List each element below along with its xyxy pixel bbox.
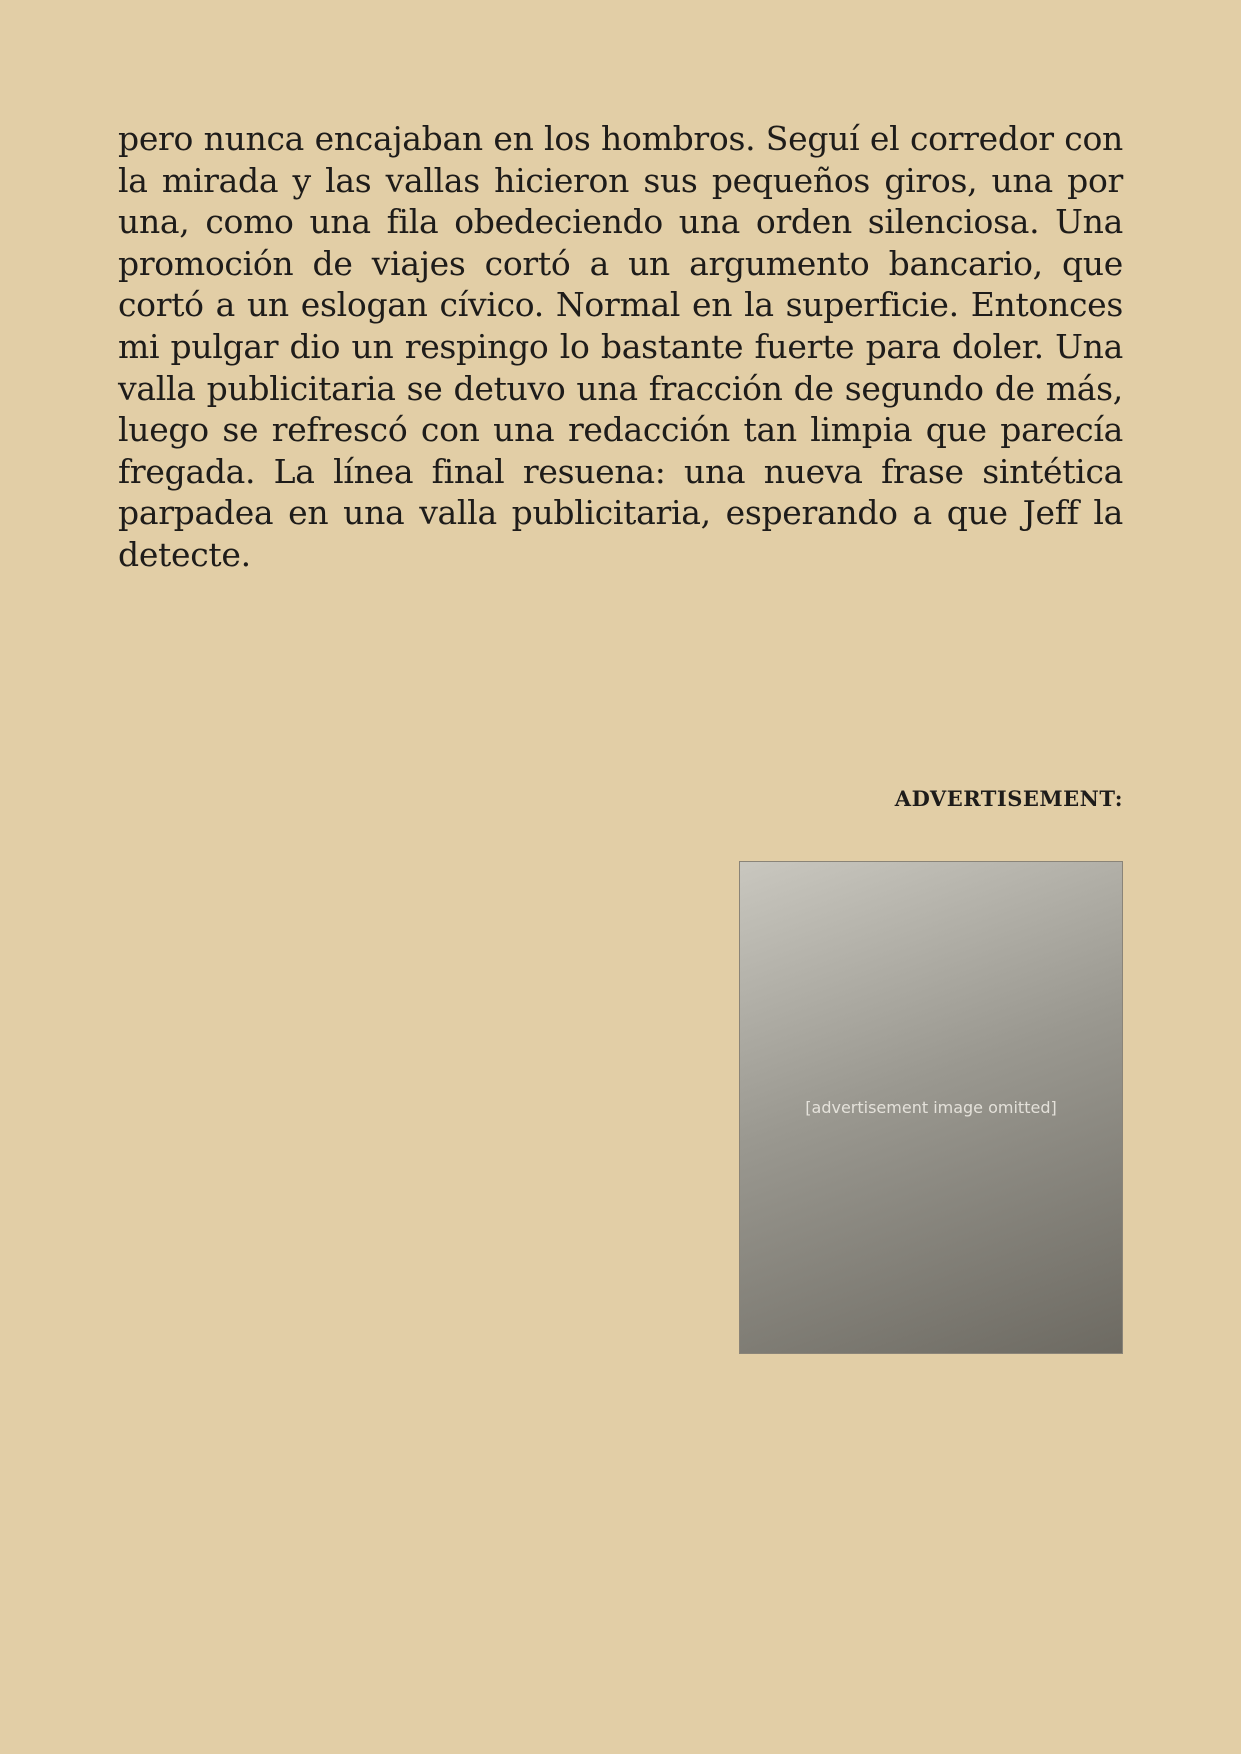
story-paragraph: pero nunca encajaban en los hombros. Seguí el corredor con la mirada y las vallas hicieron sus pequeños giros, una por una, como una fila obedeciendo una orden silenciosa. Una promoción de viajes cortó a un argumento bancario, que cortó a un eslogan cívico. Normal en la superficie. Entonces mi pulgar dio un respingo lo bastante fuerte para doler. Una valla publicitaria se detuvo una fracción de segundo de más, luego se refrescó con una redacción tan limpia que parecía fregada. La línea final resuena: una nueva frase sintética parpadea en una valla publicitaria, esperando a que Jeff la detecte. xyxy=(118,119,1123,574)
advertisement-image-placeholder: [advertisement image omitted] xyxy=(805,1098,1057,1117)
advertisement-label: ADVERTISEMENT: xyxy=(894,786,1123,811)
advertisement-image[interactable] xyxy=(739,861,1123,1354)
document-page xyxy=(118,118,1123,576)
